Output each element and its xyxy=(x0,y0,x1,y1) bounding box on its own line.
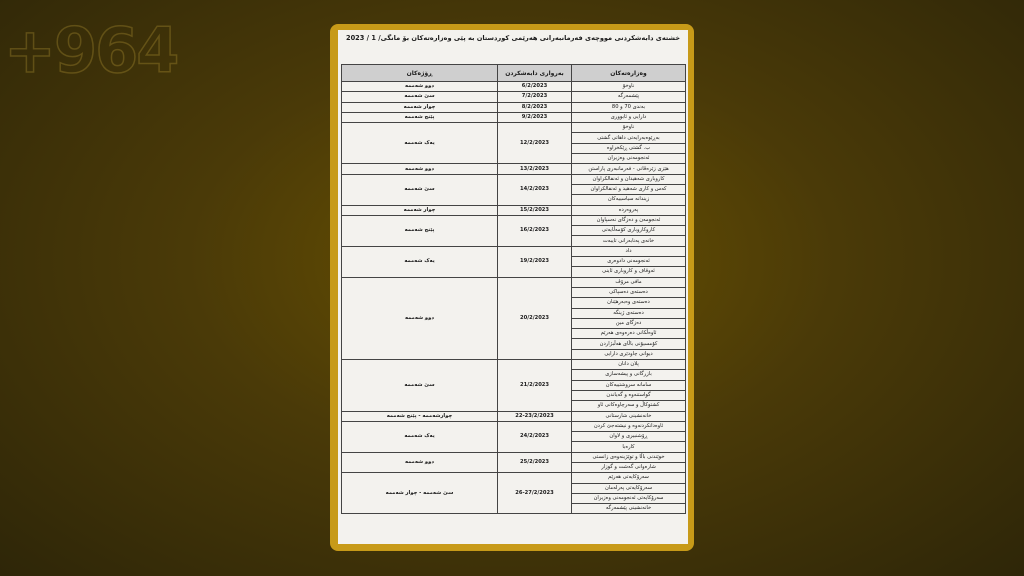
table-row xyxy=(342,452,686,462)
salary-schedule-table xyxy=(341,64,686,514)
ministry-cell: دەزگای مین xyxy=(572,318,686,328)
day-cell: دوو شەممە xyxy=(342,277,498,359)
day-cell: پێنج شەممە xyxy=(342,215,498,246)
day-cell: دوو شەممە xyxy=(342,164,498,174)
ministry-cell: دەستەی وەبەرهێنان xyxy=(572,298,686,308)
ministry-cell: ناوخۆ xyxy=(572,123,686,133)
ministry-cell: ب. گشتی ڕێکخراوە xyxy=(572,143,686,153)
table-row xyxy=(342,411,686,421)
date-cell: 16/2/2023 xyxy=(498,215,572,246)
table-row xyxy=(342,174,686,184)
day-cell: دوو شەممە xyxy=(342,82,498,92)
ministry-cell: بەڕێوەبەرایەتی داهاتی گشتی xyxy=(572,133,686,143)
ministry-cell: ڕۆشنبیری و لاوان xyxy=(572,432,686,442)
day-cell: یەک شەممە xyxy=(342,246,498,277)
date-cell: 6/2/2023 xyxy=(498,82,572,92)
day-cell: سێ شەممە xyxy=(342,174,498,205)
ministry-cell: هێزی زێرەڤانی - فەرمانبەری پاراستن xyxy=(572,164,686,174)
ministry-cell: کاروباری شەهیدان و ئەنفالکراوان xyxy=(572,174,686,184)
ministry-cell: کارەبا xyxy=(572,442,686,452)
day-cell: چوار شەممە xyxy=(342,205,498,215)
date-cell: 9/2/2023 xyxy=(498,112,572,122)
date-cell: 22-23/2/2023 xyxy=(498,411,572,421)
table-body xyxy=(342,82,686,514)
date-cell: 14/2/2023 xyxy=(498,174,572,205)
ministry-cell: دیوانی چاودێری دارایی xyxy=(572,349,686,359)
header-day: ڕۆژەکان xyxy=(342,65,498,82)
table-row xyxy=(342,164,686,174)
table-row xyxy=(342,360,686,370)
day-cell: سێ شەممە xyxy=(342,92,498,102)
table-row xyxy=(342,112,686,122)
table-row xyxy=(342,277,686,287)
ministry-cell: کەس و کاری شەهید و ئەنفالکراوان xyxy=(572,184,686,194)
date-cell: 13/2/2023 xyxy=(498,164,572,174)
ministry-cell: سەرۆکایەتی هەرێم xyxy=(572,473,686,483)
table-row xyxy=(342,421,686,431)
date-cell: 21/2/2023 xyxy=(498,360,572,411)
date-cell: 25/2/2023 xyxy=(498,452,572,473)
table-row xyxy=(342,246,686,256)
table-row xyxy=(342,102,686,112)
ministry-cell: سامانە سروشتییەکان xyxy=(572,380,686,390)
ministry-cell: پەروەردە xyxy=(572,205,686,215)
ministry-cell: خانەنشینی شارستانی xyxy=(572,411,686,421)
header-ministry: وەزارەتەکان xyxy=(572,65,686,82)
table-row xyxy=(342,82,686,92)
table-row xyxy=(342,473,686,483)
ministry-cell: خانەی پەنابەرانی تایبەت xyxy=(572,236,686,246)
ministry-cell: ئەنجومەنی وەزیران xyxy=(572,154,686,164)
ministry-cell: شارەوانی گەشت و گوزار xyxy=(572,462,686,472)
ministry-cell: خانەنشینی پێشمەرگە xyxy=(572,504,686,514)
day-cell: یەک شەممە xyxy=(342,123,498,164)
ministry-cell: ئەنجومەن و دەزگای نەسپاوان xyxy=(572,215,686,225)
ministry-cell: ناوخۆ xyxy=(572,82,686,92)
table-row xyxy=(342,205,686,215)
date-cell: 24/2/2023 xyxy=(498,421,572,452)
ministry-cell: بەندی 70 و 80 xyxy=(572,102,686,112)
header-date: بەرواری دابەشکردن xyxy=(498,65,572,82)
date-cell: 26-27/2/2023 xyxy=(498,473,572,514)
ministry-cell: زیندانە سیاسییەکان xyxy=(572,195,686,205)
table-row xyxy=(342,123,686,133)
table-row xyxy=(342,92,686,102)
table-header-row xyxy=(342,65,686,82)
date-cell: 12/2/2023 xyxy=(498,123,572,164)
day-cell: چوارشەممە - پێنج شەممە xyxy=(342,411,498,421)
table-row xyxy=(342,215,686,225)
date-cell: 20/2/2023 xyxy=(498,277,572,359)
date-cell: 15/2/2023 xyxy=(498,205,572,215)
day-cell: سێ شەممە xyxy=(342,360,498,411)
ministry-cell: ئاوەڵکانی دەرەوەی هەرێم xyxy=(572,329,686,339)
ministry-cell: خوێندنی باڵا و توێژینەوەی زانستی xyxy=(572,452,686,462)
ministry-cell: سەرۆکایەتی پەرلەمان xyxy=(572,483,686,493)
date-cell: 7/2/2023 xyxy=(498,92,572,102)
ministry-cell: ئەوقاف و کاروباری ئاینی xyxy=(572,267,686,277)
date-cell: 8/2/2023 xyxy=(498,102,572,112)
day-cell: دوو شەممە xyxy=(342,452,498,473)
ministry-cell: دارایی و ئابووری xyxy=(572,112,686,122)
ministry-cell: گواستنەوە و گەیاندن xyxy=(572,390,686,400)
day-cell: یەک شەممە xyxy=(342,421,498,452)
date-cell: 19/2/2023 xyxy=(498,246,572,277)
watermark-logo: +964 xyxy=(4,14,178,87)
ministry-cell: ئەنجومەنی دادوەری xyxy=(572,257,686,267)
ministry-cell: مافی مرۆڤ xyxy=(572,277,686,287)
ministry-cell: دەستەی ژینگە xyxy=(572,308,686,318)
ministry-cell: پلان دانان xyxy=(572,360,686,370)
day-cell: چوار شەممە xyxy=(342,102,498,112)
day-cell: پێنج شەممە xyxy=(342,112,498,122)
ministry-cell: کشتوکاڵ و سەرچاوەکانی ئاو xyxy=(572,401,686,411)
document-page xyxy=(338,30,688,544)
day-cell: سێ شەممە - چوار شەممە xyxy=(342,473,498,514)
document-title: خشتەی دابەشکردنی مووچەی فەرمانبەرانی هەرێمی کوردستان بە پێی وەزارەتەکان بۆ مانگی/ 1 / 2023 xyxy=(346,34,680,42)
ministry-cell: بازرگانی و پیشەسازی xyxy=(572,370,686,380)
ministry-cell: ئاوەدانکردنەوە و نیشتەجێ کردن xyxy=(572,421,686,431)
ministry-cell: داد xyxy=(572,246,686,256)
ministry-cell: دەستەی دەسپاکی xyxy=(572,287,686,297)
ministry-cell: کاروکاروباری کۆمەڵایەتی xyxy=(572,226,686,236)
ministry-cell: کۆمسیۆنی باڵای هەڵبژاردن xyxy=(572,339,686,349)
ministry-cell: سەرۆکایەتی ئەنجومەنی وەزیران xyxy=(572,493,686,503)
ministry-cell: پێشمەرگە xyxy=(572,92,686,102)
